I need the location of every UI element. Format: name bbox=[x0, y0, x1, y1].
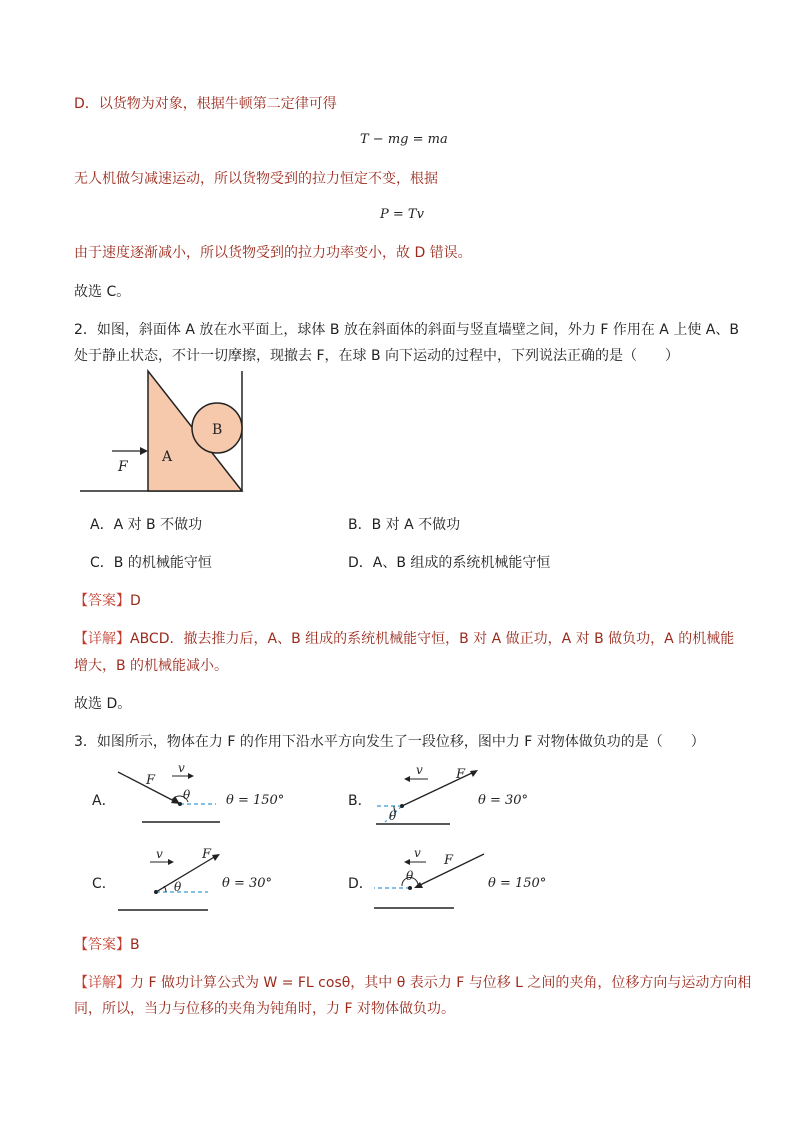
label-a: A bbox=[162, 449, 173, 465]
symbol-f: F bbox=[146, 773, 156, 788]
q3-detail-1: 力 F 做功计算公式为 W = FL cosθ，其中 θ 表示力 F 与位移 L 之间的夹角，位移方向与运动方向相 bbox=[130, 975, 752, 991]
q2-choose: 故选 D。 bbox=[74, 696, 132, 712]
equation-power: P = Tv bbox=[380, 207, 424, 222]
q2-figure bbox=[78, 365, 258, 495]
object-dot bbox=[154, 890, 158, 894]
q3-angle-a: θ = 150° bbox=[226, 793, 285, 808]
q2-answer: D bbox=[130, 593, 141, 609]
answer-tag: 【答案】 bbox=[74, 593, 130, 609]
q3-stem: 3．如图所示，物体在力 F 的作用下沿水平方向发生了一段位移，图中力 F 对物体做负功的是（ ） bbox=[74, 734, 705, 750]
q2-detail-row-1 bbox=[74, 629, 734, 649]
label-b: B bbox=[212, 422, 223, 438]
velocity-arrowhead bbox=[404, 859, 410, 865]
q3-option-b-letter[interactable]: B． bbox=[348, 793, 372, 809]
answer-tag: 【答案】 bbox=[74, 937, 130, 953]
q2-answer-row bbox=[74, 591, 141, 611]
detail-tag: 【详解】 bbox=[74, 975, 130, 991]
symbol-f: F bbox=[444, 853, 454, 868]
velocity-arrowhead bbox=[404, 776, 410, 782]
velocity-arrowhead bbox=[168, 859, 174, 865]
symbol-v: v bbox=[178, 764, 185, 775]
q2-option-d[interactable]: D．A、B 组成的系统机械能守恒 bbox=[348, 555, 551, 571]
object-dot bbox=[408, 886, 412, 890]
prev-line-2: 无人机做匀减速运动，所以货物受到的拉力恒定不变，根据 bbox=[74, 171, 438, 187]
q3-option-c-letter[interactable]: C． bbox=[92, 876, 116, 892]
symbol-theta: θ bbox=[174, 880, 182, 894]
q3-detail-2: 同，所以，当力与位移的夹角为钝角时，力 F 对物体做负功。 bbox=[74, 1001, 455, 1017]
detail-tag: 【详解】 bbox=[74, 631, 130, 647]
symbol-v: v bbox=[414, 846, 421, 860]
symbol-f: F bbox=[456, 767, 466, 782]
object-dot bbox=[400, 804, 404, 808]
q2-detail-2: 增大，B 的机械能减小。 bbox=[74, 658, 229, 674]
symbol-v: v bbox=[416, 764, 423, 777]
q3-detail-row-1 bbox=[74, 973, 751, 993]
q2-stem-line-1: 2．如图，斜面体 A 放在水平面上，球体 B 放在斜面体的斜面与竖直墙壁之间，外力 F 作用在 A 上使 A、B bbox=[74, 322, 739, 338]
object-dot bbox=[178, 802, 182, 806]
symbol-theta: θ bbox=[183, 788, 191, 802]
velocity-arrowhead bbox=[188, 773, 194, 779]
force-arrowhead bbox=[414, 882, 423, 888]
q3-answer: B bbox=[130, 937, 140, 953]
q3-angle-c: θ = 30° bbox=[222, 876, 273, 891]
q2-option-b[interactable]: B．B 对 A 不做功 bbox=[348, 517, 461, 533]
prev-option-d: D．以货物为对象，根据牛顿第二定律可得 bbox=[74, 96, 337, 112]
label-f: F bbox=[118, 459, 128, 475]
force-arrowhead bbox=[140, 447, 148, 455]
q2-detail-1: ABCD．撤去推力后，A、B 组成的系统机械能守恒，B 对 A 做正功，A 对 B 做负功，A 的机械能 bbox=[130, 631, 735, 647]
q3-option-a-letter[interactable]: A． bbox=[92, 793, 116, 809]
q3-answer-row bbox=[74, 935, 140, 955]
q2-stem-line-2: 处于静止状态，不计一切摩擦，现撤去 F，在球 B 向下运动的过程中，下列说法正确的是（ ） bbox=[74, 348, 680, 364]
equation-newton: T − mg = ma bbox=[360, 132, 448, 147]
q3-angle-d: θ = 150° bbox=[488, 876, 547, 891]
symbol-theta: θ bbox=[406, 869, 414, 883]
q3-figure-d bbox=[368, 844, 498, 914]
q3-option-d-letter[interactable]: D． bbox=[348, 876, 373, 892]
prev-line-3: 由于速度逐渐减小，所以货物受到的拉力功率变小，故 D 错误。 bbox=[74, 245, 472, 261]
symbol-theta: θ bbox=[389, 809, 397, 823]
q2-option-a[interactable]: A．A 对 B 不做功 bbox=[90, 517, 203, 533]
q2-option-c[interactable]: C．B 的机械能守恒 bbox=[90, 555, 212, 571]
q3-angle-b: θ = 30° bbox=[478, 793, 529, 808]
symbol-f: F bbox=[202, 847, 212, 862]
prev-choose: 故选 C。 bbox=[74, 284, 131, 300]
symbol-v: v bbox=[156, 847, 163, 861]
